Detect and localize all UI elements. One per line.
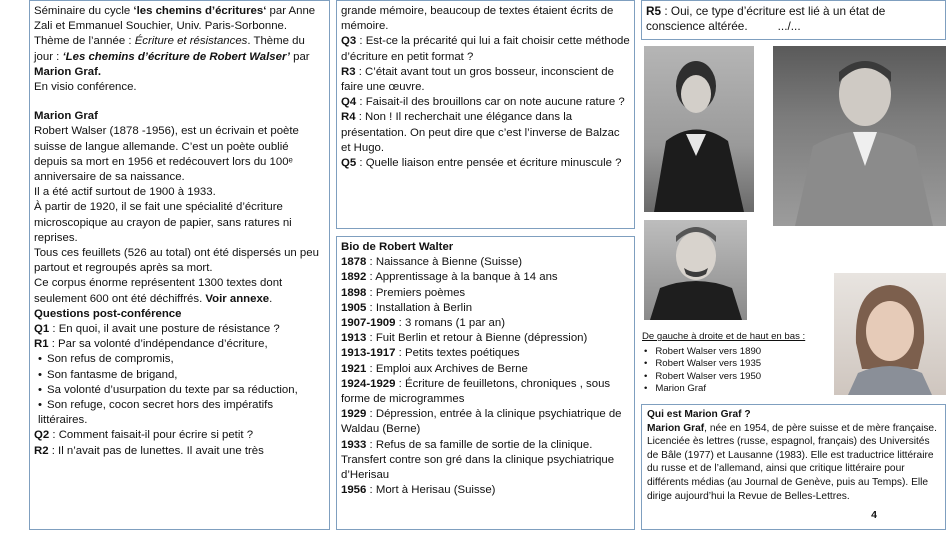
captions-title: De gauche à droite et de haut en bas : [642, 331, 806, 342]
question-q4: Q4 : Faisait-il des brouillons car on note aucune rature ? [341, 96, 625, 109]
question-q5: Q5 : Quelle liaison entre pensée et écriture minuscule ? [341, 157, 622, 170]
speaker-heading: Marion Graf [34, 110, 98, 123]
answer-r3: R3 : C’était avant tout un gros bosseur, inconscient de faire une œuvre. [341, 65, 614, 94]
answer-r4: R4 : Non ! Il recherchait une élégance dans la présentation. On peut dire que c’est l’inverse de Balzac et Hugo. [341, 111, 620, 154]
bio-item: 1907-1909 : 3 romans (1 par an) [341, 317, 506, 330]
paragraph: Tous ces feuillets (526 au total) ont été dispersés un peu partout et regroupés après sa mort. [34, 247, 319, 275]
paragraph: Il a été actif surtout de 1900 à 1933. [34, 186, 216, 199]
list-item: • Son fantasme de brigand, [34, 368, 325, 383]
bio-item: 1905 : Installation à Berlin [341, 301, 473, 314]
paragraph: Robert Walser (1878 -1956), est un écrivain et poète suisse de langue allemande. C’est un poète oublié depuis sa mort en 1956 et redécouvert lors du 100ᵉ anniversaire de sa naissance. [34, 125, 299, 184]
marion-heading: Qui est Marion Graf ? [647, 409, 751, 420]
question-q3: Q3 : Est-ce la précarité qui lui a fait choisir cette méthode d’écriture en petit format ? [341, 35, 630, 63]
photo-captions [642, 331, 832, 396]
seminar-intro: Séminaire du cycle ‘les chemins d’écritures‘ par Anne Zali et Emmanuel Souchier, Univ. Paris-Sorbonne. Thème de l’année : Écriture et résistances. Thème du jour : ‘Les chemins d’écriture de Robert Walser’ par Marion Graf. [34, 5, 316, 78]
photo-robert-walser-1890 [644, 46, 754, 212]
photo-robert-walser-1950 [644, 220, 747, 320]
portrait-silhouette [773, 46, 946, 226]
list-item: • Son refuge, cocon secret hors des impératifs littéraires. [34, 398, 325, 428]
question-q2: Q2 : Comment faisait-il pour écrire si petit ? [34, 429, 254, 442]
portrait-silhouette [644, 46, 754, 212]
answer-r5-panel [641, 0, 946, 40]
biography-panel [336, 236, 635, 530]
answer-r1: R1 : Par sa volonté d’indépendance d’écriture, [34, 338, 268, 351]
marion-bio: Marion Graf, née en 1954, de père suisse et de mère française. Licenciée ès lettres (russe, espagnol, français) des Universités de Bâle (1977) et Lausanne (1983). Elle est traductrice littéraire du russe et de l’allemand, ainsi que critique littéraire pour différents médias (au Journal de Genève, puis au Temps). Elle dirige aujourd’hui la Revue de Belles-Lettres. [647, 422, 937, 502]
seminar-summary-panel [29, 0, 330, 530]
portrait-silhouette [834, 273, 946, 395]
marion-graf-panel [641, 404, 946, 530]
questions-heading: Questions post-conférence [34, 307, 182, 320]
questions-continued-panel [336, 0, 635, 229]
portrait-silhouette [644, 220, 747, 320]
paragraph: À partir de 1920, il se fait une spécialité d’écriture microscopique au crayon de papier, sans ratures ni reprises. [34, 201, 292, 244]
answer-r2-continued: grande mémoire, beaucoup de textes étaient écrits de mémoire. [341, 5, 614, 33]
photo-marion-graf [834, 273, 946, 395]
photo-robert-walser-1935 [773, 46, 946, 226]
bio-item: 1924-1929 : Écriture de feuilletons, chroniques , sous forme de microgrammes [341, 377, 611, 406]
caption-item: • Robert Walser vers 1890 [642, 346, 832, 359]
bio-item: 1929 : Dépression, entrée à la clinique psychiatrique de Waldau (Berne) [341, 408, 622, 436]
visio-note: En visio conférence. [34, 81, 137, 94]
bio-item: 1898 : Premiers poèmes [341, 286, 466, 299]
answer-r5: R5 : Oui, ce type d’écriture est lié à un état de conscience altérée. .../... [646, 4, 886, 34]
page-number: 4 [871, 509, 877, 522]
paragraph: Ce corpus énorme représentent 1300 textes dont seulement 600 ont été déchiffrés. Voir annexe. [34, 277, 283, 305]
list-item: • Son refus de compromis, [34, 352, 325, 367]
answer-r2: R2 : Il n’avait pas de lunettes. Il avait une très [34, 444, 264, 457]
bio-item: 1878 : Naissance à Bienne (Suisse) [341, 256, 523, 269]
list-item: • Sa volonté d’usurpation du texte par sa réduction, [34, 383, 325, 398]
caption-item: • Marion Graf [642, 383, 832, 396]
bio-item: 1913 : Fuit Berlin et retour à Bienne (dépression) [341, 332, 588, 345]
captions-list [642, 346, 832, 396]
bio-heading: Bio de Robert Walter [341, 241, 454, 253]
caption-item: • Robert Walser vers 1935 [642, 358, 832, 371]
bio-item: 1921 : Emploi aux Archives de Berne [341, 362, 528, 375]
bio-item: 1892 : Apprentissage à la banque à 14 ans [341, 271, 558, 284]
question-q1: Q1 : En quoi, il avait une posture de résistance ? [34, 323, 280, 336]
bio-item: 1956 : Mort à Herisau (Suisse) [341, 484, 496, 497]
bio-item: 1913-1917 : Petits textes poétiques [341, 347, 520, 360]
caption-item: • Robert Walser vers 1950 [642, 371, 832, 384]
bio-item: 1933 : Refus de sa famille de sortie de la clinique. Transfert contre son gré dans la clinique psychiatrique d’Herisau [341, 438, 615, 482]
continuation-mark: .../... [777, 19, 801, 34]
